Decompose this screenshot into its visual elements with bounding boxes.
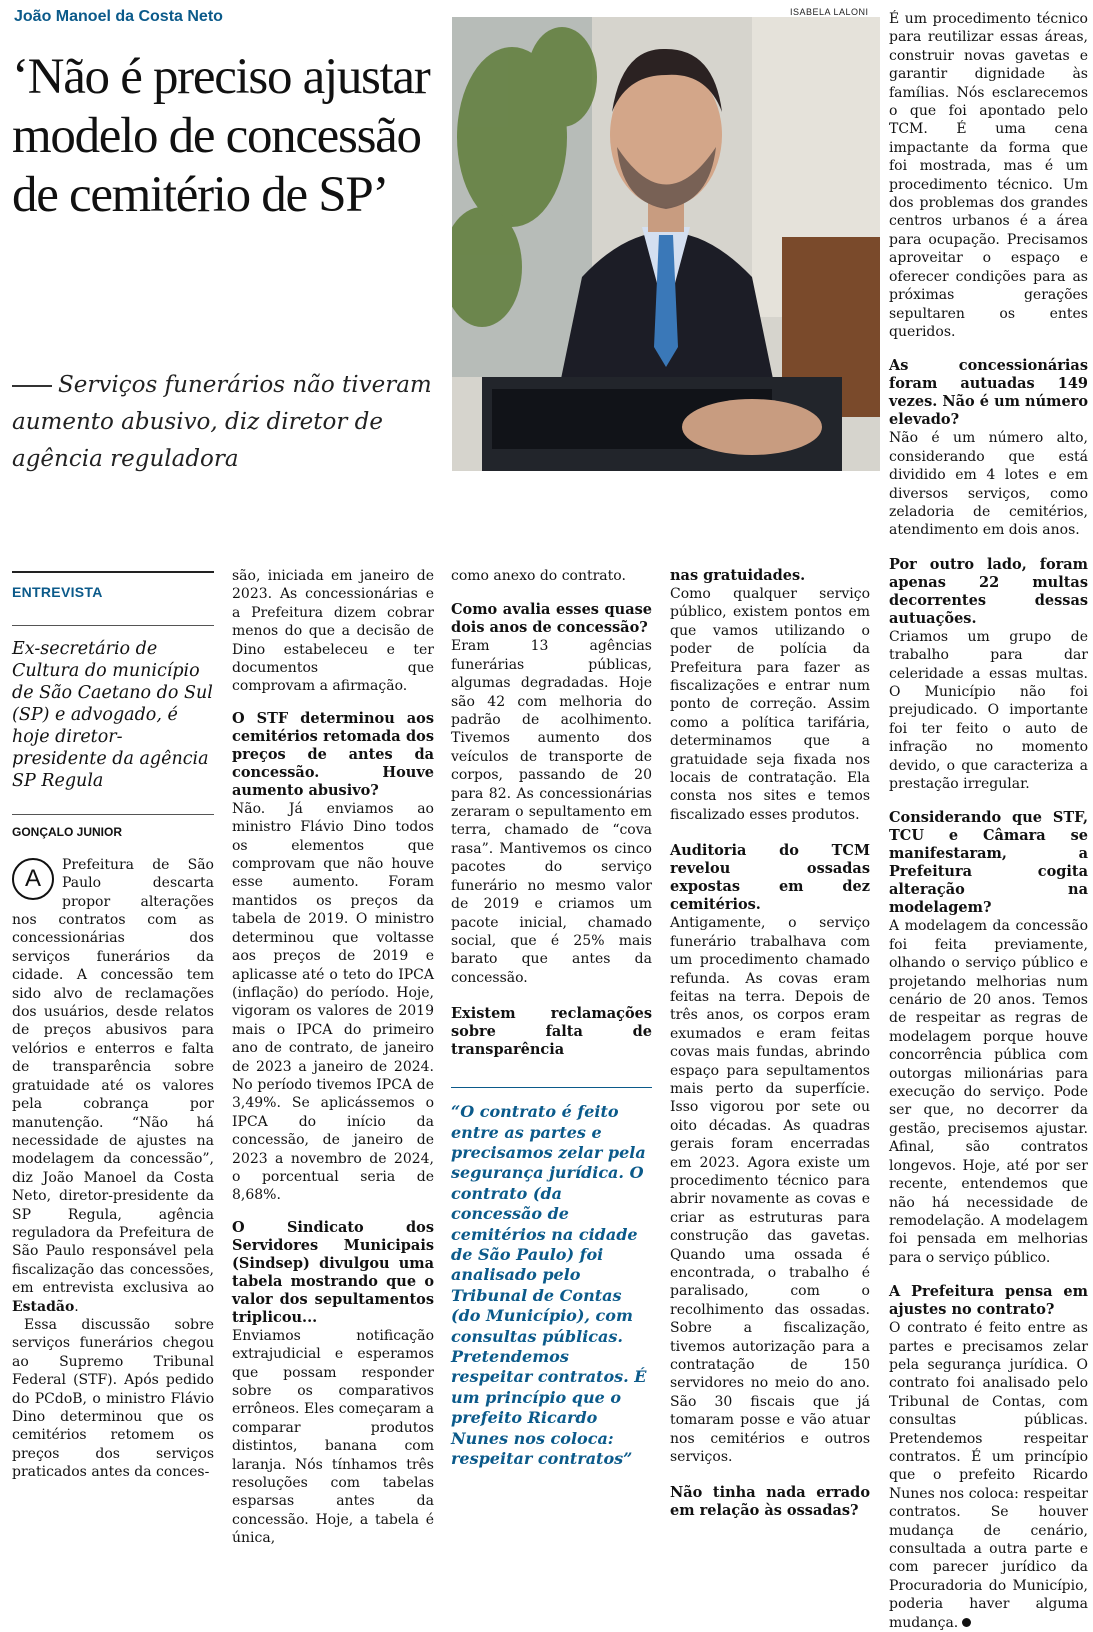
column-4: [670, 567, 870, 1520]
question: Considerando que STF, TCU e Câmara se manifestaram, a Prefeitura cogita alteração na modelagem?: [889, 809, 1088, 917]
question: Como avalia esses quase dois anos de concessão?: [451, 601, 652, 637]
answer: Enviamos notificação extrajudicial e esperamos que possam responder sobre os comparativos errôneos. Eles começaram a comparar produtos distintos, banana com laranja. Nós tínhamos três resoluções com tabelas esparsas antes da concessão. Hoje, a tabela é única,: [232, 1327, 434, 1547]
paragraph: Essa discussão sobre serviços funerários chegou ao Supremo Tribunal Federal (STF). Após pedido do PCdoB, o ministro Flávio Dino determinou que os cemitérios retomem os preços dos serviços praticados antes da conces-: [12, 1316, 214, 1481]
reporter-rule: [12, 814, 214, 815]
column-1: [12, 571, 214, 1482]
subhead-text: Serviços funerários não tiveram aumento abusivo, diz diretor de agência reguladora: [12, 372, 432, 472]
answer: Não. Já enviamos ao ministro Flávio Dino todos os elementos que comprovam que não houve esse aumento. Foram mantidos os preços da tabela de 2019. O ministro determinou que voltasse aos preços de 2019 e aplicasse até o teto do IPCA (inflação) do período. Hoje, vigoram os valores de 2019 mais o IPCA do primeiro ano de contrato, de janeiro de 2023 a janeiro de 2024. No período tivemos IPCA de 3,49%. Se aplicássemos o IPCA do início da concessão, de janeiro de 2023 a novembro de 2024, o porcentual seria de 8,68%.: [232, 800, 434, 1204]
paragraph: É um procedimento técnico para reutilizar essas áreas, construir novas gavetas e garantir dignidade às famílias. Nós esclarecemos o que foi apontado pelo TCM. É uma cena impactante da forma que foi mostrada, mas é um procedimento técnico. Um dos problemas dos grandes centros urbanos é a área para ocupação. Precisamos aproveitar o espaço e oferecer condições para as próximas gerações sepultaren os entes queridos.: [889, 11, 1088, 340]
pullquote: “O contrato é feito entre as partes e precisamos zelar pela segurança jurídica. O contrato (da concessão de cemitérios na cidade de São Paulo) foi analisado pelo Tribunal de Contas (do Município), com consultas públicas. Pretendemos respeitar contratos. É um princípio que o prefeito Ricardo Nunes nos coloca: respeitar contratos”: [451, 1102, 647, 1469]
lead-paragraph: A Prefeitura de São Paulo descarta propor alterações nos contratos com as concessionárias dos serviços funerários da cidade. A concessão tem sido alvo de reclamações dos usuários, desde relatos de preços abusivos para velórios e enterros e falta de transparência sobre gratuidade até os valores pela cobrança por manutenção. “Não há necessidade de ajustes na modelagem da concessão”, diz João Manoel da Costa Neto, diretor-presidente da SP Regula, agência reguladora da Prefeitura de São Paulo responsável pela fiscalização das concessões, em entrevista exclusiva ao Estadão.: [12, 856, 214, 1315]
paragraph: são, iniciada em janeiro de 2023. As concessionárias e a Prefeitura dizem cobrar menos do que a decisão de Dino estabeleceu e ter documentos que comprovam a afirmação.: [232, 568, 434, 695]
question: Não tinha nada errado em relação às ossadas?: [670, 1484, 870, 1520]
question: Auditoria do TCM revelou ossadas expostas em dez cemitérios.: [670, 842, 870, 914]
dropcap: A: [12, 858, 54, 900]
question: As concessionárias foram autuadas 149 vezes. Não é um número elevado?: [889, 357, 1088, 429]
photo-credit: ISABELA LALONI: [790, 7, 869, 17]
subhead-dash: [12, 385, 52, 387]
pullquote-rule: [451, 1087, 652, 1088]
question: A Prefeitura pensa em ajustes no contrato?: [889, 1283, 1088, 1319]
end-mark-icon: [962, 1618, 971, 1627]
question: Por outro lado, foram apenas 22 multas decorrentes dessas autuações.: [889, 555, 1088, 627]
question: Existem reclamações sobre falta de transparência: [451, 1005, 652, 1059]
question: O Sindicato dos Servidores Municipais (Sindsep) divulgou uma tabela mostrando que o valor dos sepultamentos triplicou...: [232, 1218, 434, 1326]
intro-text: Ex-secretário de Cultura do município de São Caetano do Sul (SP) e advogado, é hoje diretor-presidente da agência SP Regula: [12, 639, 213, 792]
section-tag: ENTREVISTA: [12, 584, 103, 600]
paragraph: como anexo do contrato.: [451, 568, 626, 584]
section-rule: [12, 571, 214, 573]
answer: Não é um número alto, considerando que está dividido em 4 lotes e em diversos serviços, como zeladoria de cemitérios, atendimento em dois anos.: [889, 430, 1088, 539]
question: O STF determinou aos cemitérios retomada dos preços de antes da concessão. Houve aumento abusivo?: [232, 709, 434, 799]
answer: [889, 1319, 1088, 1632]
answer: Antigamente, o serviço funerário trabalhava com um procedimento chamado refunda. As covas eram feitas na terra. Depois de três anos, os corpos eram exumados e eram feitas covas mais fundas, abrindo espaço para sepultamentos mais perto da superfície. Isso vigorou por sete ou oito décadas. As quadras gerais foram encerradas em 2023. Agora existe um procedimento técnico para abrir novamente as covas e criar as estruturas para construção das gavetas. Quando uma ossada é encontrada, o trabalho é paralisado, com o recolhimento das ossadas. Sobre a fiscalização, tivemos autorização para a contratação de 150 servidores no meio do ano. São 30 fiscais que já tomaram posse e vão atuar nos cemitérios e outros serviços.: [670, 915, 870, 1466]
answer: Como qualquer serviço público, existem pontos em que vamos utilizando o poder de polícia da Prefeitura para fazer as fiscalizações e entrar num ponto de correção. Assim como a política tarifária, determinamos que a gratuidade seja fixada nos locais de contratação. Ela consta nos sites e temos fiscalizado esses produtos.: [670, 586, 870, 823]
lead-text: Prefeitura de São Paulo descarta propor alterações nos contratos com as concessionárias dos serviços funerários da cidade. A concessão tem sido alvo de reclamações dos usuários, desde relatos de preços abusivos para velórios e enterros e falta de transparência sobre gratuidade até os valores pela cobrança por manutenção. “Não há necessidade de ajustes na modelagem da concessão”, diz João Manoel da Costa Neto, diretor-presidente da SP Regula, agência reguladora da Prefeitura de São Paulo responsável pela fiscalização das concessões, em entrevista exclusiva ao: [12, 856, 214, 1297]
answer: A modelagem da concessão foi feita previamente, olhando o serviço público e projetando melhorias num cenário de 20 anos. Temos de respeitar as regras de modelagem porque houve concorrência pública com outorgas milionárias para execução do serviço. Pode ser que, no decorrer da gestão, precisemos ajustar. Afinal, são contratos longevos. Hoje, até por ser recente, entendemos que não há necessidade de remodelação. A modelagem foi pensada em melhorias para o serviço público.: [889, 918, 1088, 1266]
intro-rule: [12, 625, 214, 626]
column-3: [451, 567, 652, 1469]
question-continued: nas gratuidades.: [670, 567, 806, 584]
reporter: GONÇALO JUNIOR: [12, 825, 123, 840]
subhead: [12, 367, 437, 478]
column-2: [232, 567, 434, 1548]
portrait-photo: [452, 17, 880, 471]
answer-text: O contrato é feito entre as partes e precisamos zelar pela segurança jurídica. O contrato foi analisado pelo Tribunal de Contas, com consultas públicas. Pretendemos respeitar contratos. É um princípio que o prefeito Ricardo Nunes nos coloca: respeitar contratos. Se houver mudança de cenário, consultada a outra parte e com parecer jurídico da Procuradoria do Município, poderia haver alguma mudança.: [889, 1320, 1088, 1631]
lead-bold: Estadão: [12, 1298, 75, 1315]
byline: João Manoel da Costa Neto: [14, 8, 223, 25]
answer: Criamos um grupo de trabalho para dar celeridade a essas multas. O Município não foi prejudicado. O importante foi ter feito o auto de infração no momento devido, o que caracteriza a prestação irregular.: [889, 628, 1088, 792]
column-5: [889, 10, 1088, 1632]
portrait-man-at-desk-photo: [452, 17, 880, 471]
headline: ‘Não é preciso ajustar modelo de concessão de cemitério de SP’: [12, 49, 430, 223]
answer: Eram 13 agências funerárias públicas, algumas degradadas. Hoje são 42 com melhoria do padrão de acolhimento. Tivemos aumento dos veículos de transporte de corpos, passando de 20 para 82. As concessionárias zeraram o sepultamento em terra, chamado de “cova rasa”. Mantivemos os cinco pacotes do serviço funerário no mesmo valor de 2019 e criamos um pacote inicial, chamado social, que é 25% mais barato que antes da concessão.: [451, 638, 652, 986]
